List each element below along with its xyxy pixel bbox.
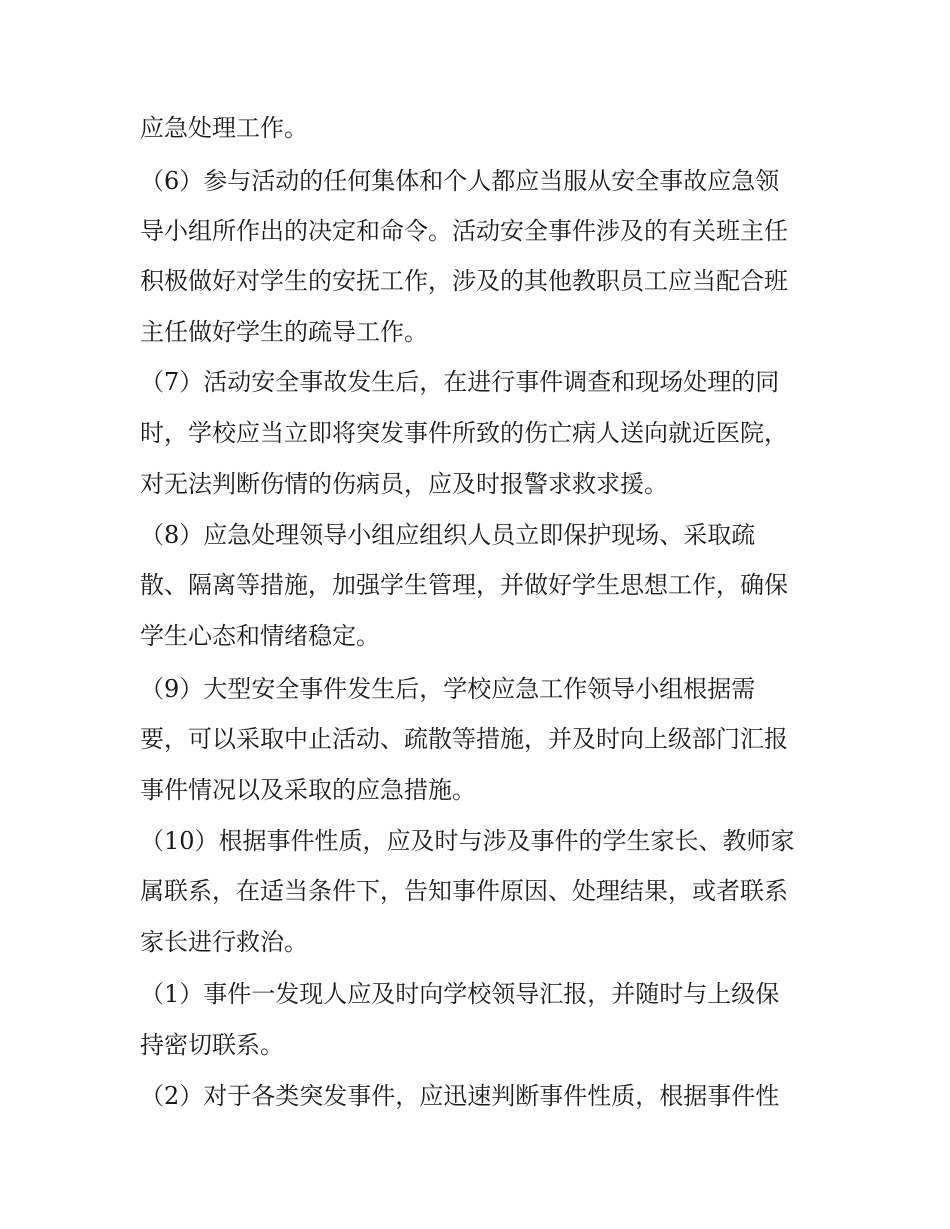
text-line: （7）活动安全事故发生后，在进行事件调查和现场处理的同 [140, 368, 780, 396]
text-line: 要，可以采取中止活动、疏散等措施，并及时向上级部门汇报 [140, 725, 788, 753]
text-line: 属联系，在适当条件下，告知事件原因、处理结果，或者联系 [140, 877, 788, 905]
text-line: 主任做好学生的疏导工作。 [140, 318, 428, 346]
text-line: 散、隔离等措施，加强学生管理，并做好学生思想工作，确保 [140, 571, 788, 599]
text-line: 持密切联系。 [140, 1031, 284, 1059]
text-line: 学生心态和情绪稳定。 [140, 622, 380, 650]
text-line: （1）事件一发现人应及时向学校领导汇报，并随时与上级保 [140, 980, 780, 1008]
text-line: 应急处理工作。 [140, 114, 308, 142]
text-line: （10）根据事件性质，应及时与涉及事件的学生家长、教师家 [140, 827, 795, 855]
text-line: 时，学校应当立即将突发事件所致的伤亡病人送向就近医院， [140, 419, 788, 447]
text-line: 对无法判断伤情的伤病员，应及时报警求救求援。 [140, 470, 668, 498]
text-line: （9）大型安全事件发生后，学校应急工作领导小组根据需 [140, 675, 756, 703]
text-line: 事件情况以及采取的应急措施。 [140, 776, 476, 804]
text-line: （2）对于各类突发事件，应迅速判断事件性质，根据事件性 [140, 1082, 780, 1110]
text-line: 导小组所作出的决定和命令。活动安全事件涉及的有关班主任 [140, 217, 788, 245]
text-line: 积极做好对学生的安抚工作，涉及的其他教职员工应当配合班 [140, 267, 788, 295]
text-line: 家长进行救治。 [140, 928, 308, 956]
text-line: （8）应急处理领导小组应组织人员立即保护现场、采取疏 [140, 521, 756, 549]
text-line: （6）参与活动的任何集体和个人都应当服从安全事故应急领 [140, 167, 780, 195]
